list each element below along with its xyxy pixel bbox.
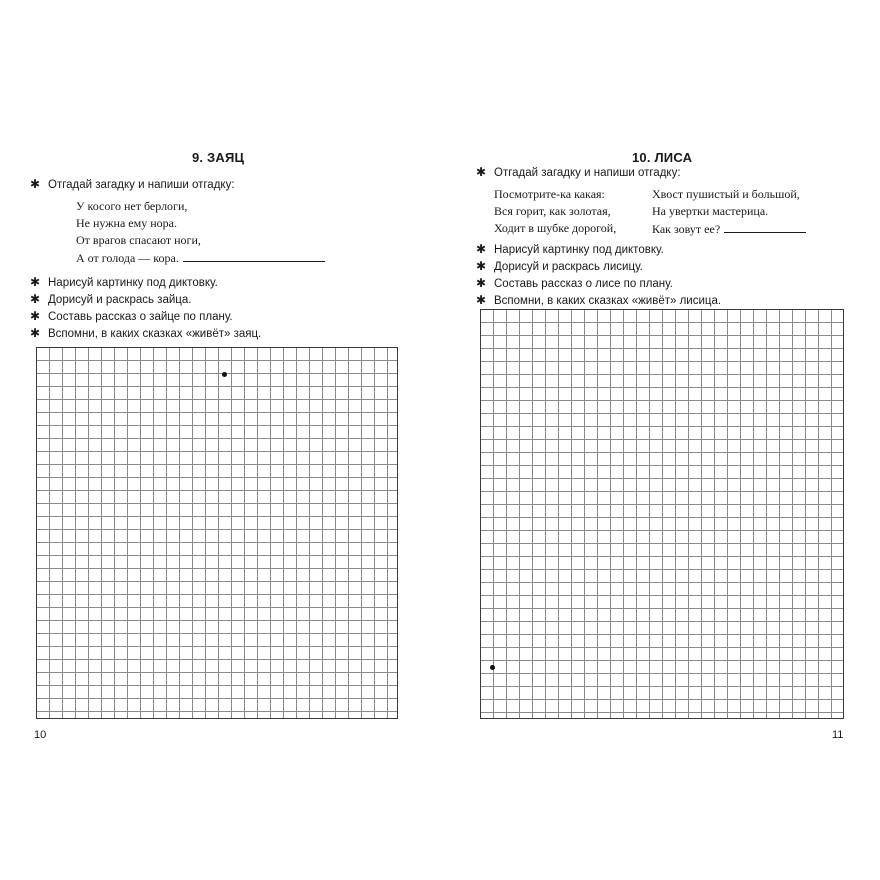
start-dot: [222, 372, 227, 377]
asterisk-bullet-icon: ✱: [30, 177, 41, 191]
page-number: 10: [34, 729, 47, 741]
asterisk-bullet-icon: ✱: [476, 276, 487, 290]
start-dot: [490, 665, 495, 670]
asterisk-bullet-icon: ✱: [476, 259, 487, 273]
asterisk-bullet-icon: ✱: [30, 292, 41, 306]
asterisk-bullet-icon: ✱: [476, 165, 487, 179]
asterisk-bullet-icon: ✱: [30, 309, 41, 323]
riddle-column-2: Хвост пушистый и большой, На увертки мастерица. Как зовут ее?: [652, 186, 806, 238]
answer-blank[interactable]: [183, 249, 325, 262]
asterisk-bullet-icon: ✱: [30, 275, 41, 289]
riddle-column-1: Посмотрите-ка какая: Вся горит, как золотая, Ходит в шубке дорогой,: [494, 187, 617, 235]
drawing-grid[interactable]: [480, 309, 844, 719]
asterisk-bullet-icon: ✱: [476, 293, 487, 307]
asterisk-bullet-icon: ✱: [30, 326, 41, 340]
drawing-grid[interactable]: [36, 347, 398, 719]
left-page: 9. ЗАЯЦ ✱ Отгадай загадку и напиши отгадку: У косого нет берлоги, Не нужна ему нора. От врагов спасают ноги, А от голода — кора. ✱ Нарисуй картинку под диктовку. ✱ Дорисуй и раскрась зайца. ✱ Составь рассказ о зайце по плану. ✱ Вспомни, в каких сказках «живёт» заяц. 10: [0, 0, 440, 880]
answer-blank[interactable]: [724, 220, 806, 233]
riddle: У косого нет берлоги, Не нужна ему нора. От врагов спасают ноги, А от голода — кора.: [76, 198, 325, 267]
right-page: 10. ЛИСА ✱ Отгадай загадку и напиши отгадку: Посмотрите-ка какая: Вся горит, как золотая, Ходит в шубке дорогой, Хвост пушистый и большой, На увертки мастерица. Как зовут ее? ✱ Нарисуй картинку под диктовку. ✱ Дорисуй и раскрась лисицу. ✱ Составь рассказ о лисе по плану. ✱ Вспомни, в каких сказках «живёт» лисица. 11: [476, 150, 844, 741]
page-title: 9. ЗАЯЦ: [192, 150, 245, 165]
page-number: 11: [832, 729, 844, 741]
asterisk-bullet-icon: ✱: [476, 242, 487, 256]
page-title: 10. ЛИСА: [632, 150, 693, 165]
